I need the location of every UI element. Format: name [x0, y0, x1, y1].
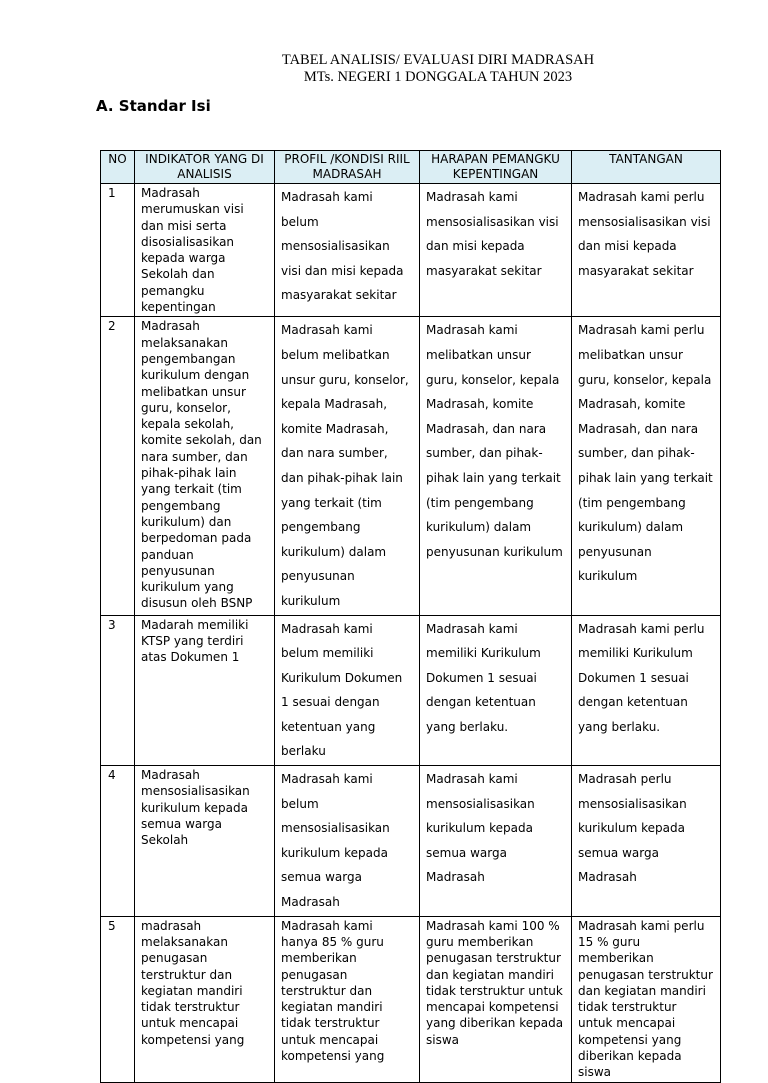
cell-tantangan: Madrasah kami perlu memiliki Kurikulum Dokumen 1 sesuai dengan ketentuan yang berlaku. — [572, 615, 721, 766]
cell-indikator: madrasah melaksanakan penugasan terstruktur dan kegiatan mandiri tidak terstruktur untuk mencapai kompetensi yang — [135, 916, 275, 1082]
title-line-2: MTs. NEGERI 1 DONGGALA TAHUN 2023 — [303, 69, 573, 85]
cell-harapan: Madrasah kami melibatkan unsur guru, konselor, kepala Madrasah, komite Madrasah, dan nara sumber, dan pihak-pihak lain yang terkait (tim pengembang kurikulum) dalam penyusunan kurikulum — [420, 317, 572, 615]
cell-profil: Madrasah kami belum mensosialisasikan visi dan misi kepada masyarakat sekitar — [275, 184, 420, 317]
header-profil: PROFIL /KONDISI RIIL MADRASAH — [275, 151, 420, 184]
table-row — [101, 766, 721, 917]
cell-no: 3 — [101, 615, 135, 766]
cell-tantangan: Madrasah perlu mensosialisasikan kurikulum kepada semua warga Madrasah — [572, 766, 721, 917]
cell-no: 4 — [101, 766, 135, 917]
table-row — [101, 615, 721, 766]
header-harapan: HARAPAN PEMANGKU KEPENTINGAN — [420, 151, 572, 184]
section-heading: A. Standar Isi — [96, 97, 211, 115]
cell-profil: Madrasah kami hanya 85 % guru memberikan penugasan terstruktur dan kegiatan mandiri tidak terstruktur untuk mencapai kompetensi yang — [275, 916, 420, 1082]
table-row — [101, 916, 721, 1082]
cell-profil: Madrasah kami belum mensosialisasikan kurikulum kepada semua warga Madrasah — [275, 766, 420, 917]
table-header-row — [101, 151, 721, 184]
document-title — [0, 52, 768, 86]
table-row — [101, 184, 721, 317]
cell-harapan: Madrasah kami memiliki Kurikulum Dokumen 1 sesuai dengan ketentuan yang berlaku. — [420, 615, 572, 766]
cell-no: 2 — [101, 317, 135, 615]
cell-no: 5 — [101, 916, 135, 1082]
title-line-1: TABEL ANALISIS/ EVALUASI DIRI MADRASAH — [281, 52, 595, 68]
header-indikator: INDIKATOR YANG DI ANALISIS — [135, 151, 275, 184]
cell-profil: Madrasah kami belum memiliki Kurikulum Dokumen 1 sesuai dengan ketentuan yang berlaku — [275, 615, 420, 766]
header-tantangan: TANTANGAN — [572, 151, 721, 184]
cell-harapan: Madrasah kami mensosialisasikan visi dan misi kepada masyarakat sekitar — [420, 184, 572, 317]
table-row — [101, 317, 721, 615]
cell-tantangan: Madrasah kami perlu melibatkan unsur guru, konselor, kepala Madrasah, komite Madrasah, dan nara sumber, dan pihak-pihak lain yang terkait (tim pengembang kurikulum) dalam penyusunan kurikulum — [572, 317, 721, 615]
cell-harapan: Madrasah kami mensosialisasikan kurikulum kepada semua warga Madrasah — [420, 766, 572, 917]
cell-no: 1 — [101, 184, 135, 317]
cell-indikator: Madarah memiliki KTSP yang terdiri atas Dokumen 1 — [135, 615, 275, 766]
cell-tantangan: Madrasah kami perlu 15 % guru memberikan penugasan terstruktur dan kegiatan mandiri tidak terstruktur untuk mencapai kompetensi yang diberikan kepada siswa — [572, 916, 721, 1082]
cell-indikator: Madrasah mensosialisasikan kurikulum kepada semua warga Sekolah — [135, 766, 275, 917]
evaluation-table — [100, 150, 721, 1083]
header-no: NO — [101, 151, 135, 184]
cell-tantangan: Madrasah kami perlu mensosialisasikan visi dan misi kepada masyarakat sekitar — [572, 184, 721, 317]
cell-indikator: Madrasah melaksanakan pengembangan kurikulum dengan melibatkan unsur guru, konselor, kepala sekolah, komite sekolah, dan nara sumber, dan pihak-pihak lain yang terkait (tim pengembang kurikulum) dan berpedoman pada panduan penyusunan kurikulum yang disusun oleh BSNP — [135, 317, 275, 615]
cell-profil: Madrasah kami belum melibatkan unsur guru, konselor, kepala Madrasah, komite Madrasah, dan nara sumber, dan pihak-pihak lain yang terkait (tim pengembang kurikulum) dalam penyusunan kurikulum — [275, 317, 420, 615]
cell-harapan: Madrasah kami 100 % guru memberikan penugasan terstruktur dan kegiatan mandiri tidak terstruktur untuk mencapai kompetensi yang diberikan kepada siswa — [420, 916, 572, 1082]
cell-indikator: Madrasah merumuskan visi dan misi serta disosialisasikan kepada warga Sekolah dan pemangku kepentingan — [135, 184, 275, 317]
